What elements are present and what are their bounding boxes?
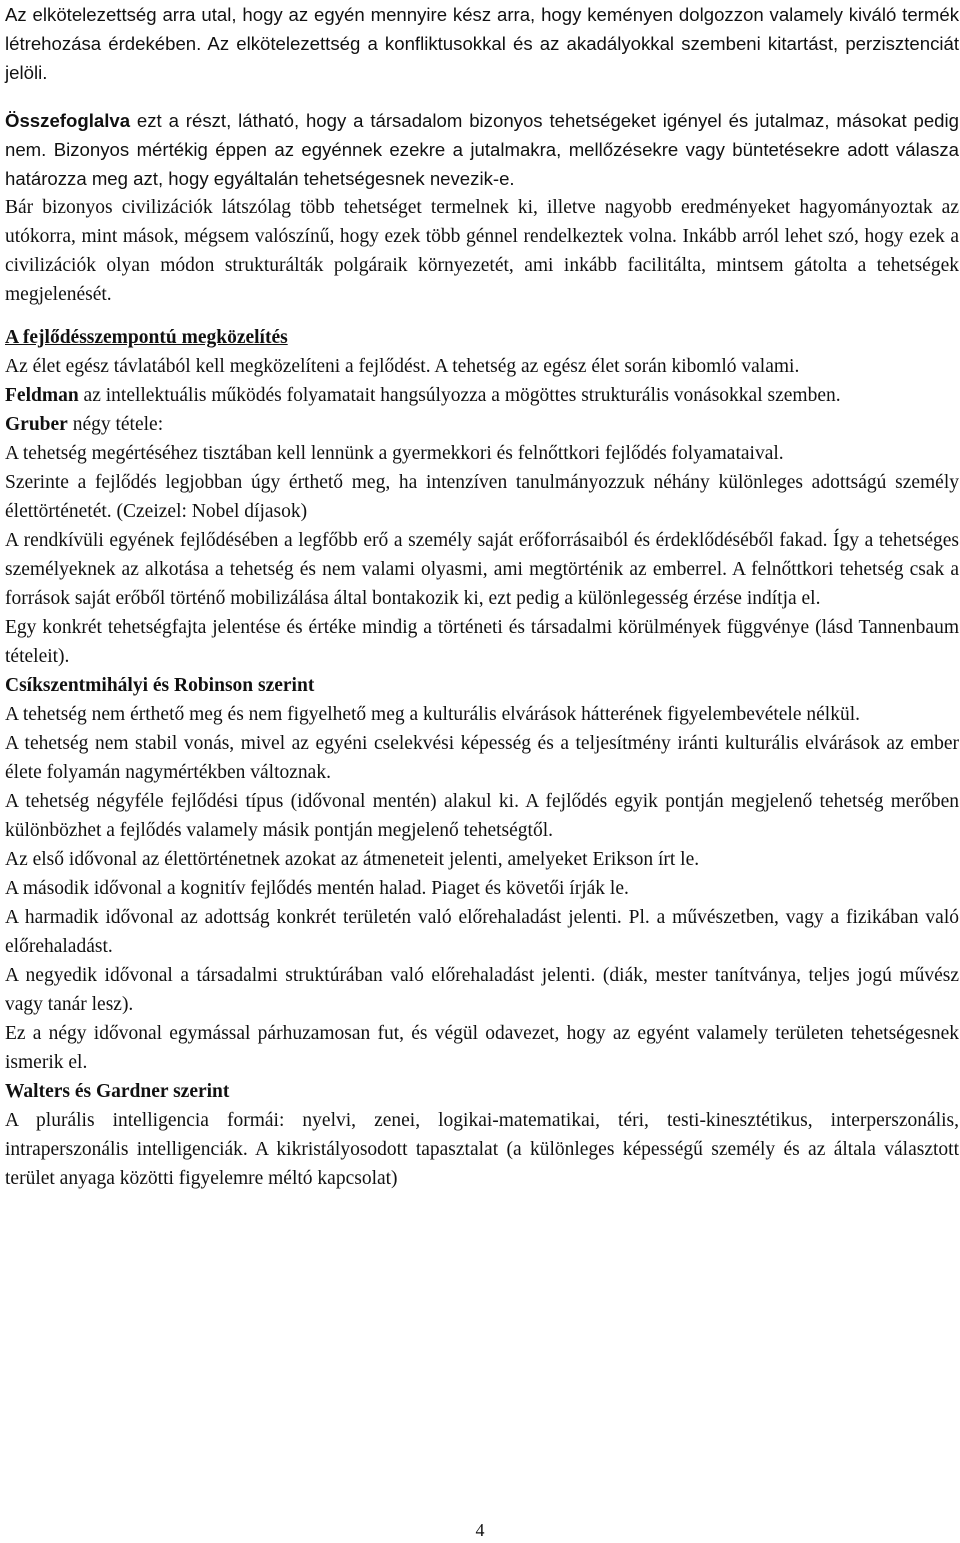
summary-bold-term: Összefoglalva [5,110,131,131]
section-heading-developmental: A fejlődésszempontú megközelítés [5,327,288,348]
paragraph-gruber [5,410,959,439]
paragraph-timeline-1: Az első idővonal az élettörténetnek azokat az átmeneteit jelenti, amelyeket Erikson írt le. [5,849,700,870]
paragraph-timeline-4: A negyedik idővonal a társadalmi struktúrában való előrehaladást jelenti. (diák, mester tanítványa, teljes jogú művész vagy tanár lesz). [5,965,959,1015]
paragraph-development-lifespan: Az élet egész távlatából kell megközelíteni a fejlődést. A tehetség az egész élet során kibomló valami. [5,356,800,377]
paragraph-four-types: A tehetség négyféle fejlődési típus (idővonal mentén) alakul ki. A fejlődés egyik pontján megjelenő tehetség merőben különbözhet a fejlődés valamely másik pontján megjelenő tehetségtől. [5,791,959,841]
paragraph-commitment: Az elkötelezettség arra utal, hogy az egyén mennyire kész arra, hogy keményen dolgozzon valamely kiváló termék létrehozása érdekében. Az elkötelezettség a konfliktusokkal és az akadályokkal szembeni kitartást, perzisztenciát jelöli. [5,4,959,83]
section-heading-walters-gardner: Walters és Gardner szerint [5,1081,230,1102]
paragraph-timeline-3: A harmadik idővonal az adottság konkrét területén való előrehaladást jelenti. Pl. a művészetben, vagy a fizikában való előrehaladást. [5,907,959,957]
paragraph-cultural-expectations: A tehetség nem érthető meg és nem figyelhető meg a kulturális elvárások hátterének figyelembevétele nélkül. [5,704,860,725]
paragraph-timelines-parallel: Ez a négy idővonal egymással párhuzamosan fut, és végül odavezet, hogy az egyént valamely területen tehetségesnek ismerik el. [5,1023,959,1073]
paragraph-feldman [5,381,959,410]
feldman-name: Feldman [5,385,79,406]
paragraph-not-stable-trait: A tehetség nem stabil vonás, mivel az egyéni cselekvési képesség és a teljesítmény iránti kulturális elvárások az ember élete folyamán nagymértékben változnak. [5,733,959,783]
paragraph-civilizations: Bár bizonyos civilizációk látszólag több tehetséget termelnek ki, illetve nagyobb eredményeket hagyományoztak az utókorra, mint mások, mégsem valószínű, hogy ezek több génnel rendelkeztek volna. Inkább arról lehet szó, hogy ezek a civilizációk olyan módon strukturálták polgáraik környezetét, ami inkább facilitálta, mintsem gátolta a tehetségek megjelenését. [5,197,959,305]
paragraph-gruber-1: A tehetség megértéséhez tisztában kell lennünk a gyermekkori és felnőttkori fejlődés folyamataival. [5,443,784,464]
page-number: 4 [475,1520,485,1540]
document-page [5,0,959,1193]
paragraph-plural-intelligence: A plurális intelligencia formái: nyelvi, zenei, logikai-matematikai, téri, testi-kinesztétikus, interperszonális, intraperszonális intelligenciák. A kikristályosodott tapasztalat (a különleges képességű személy és az általa választott terület anyaga közötti figyelemre méltó kapcsolat) [5,1110,959,1189]
section-heading-csikszentmihalyi: Csíkszentmihályi és Robinson szerint [5,675,315,696]
summary-text: ezt a részt, látható, hogy a társadalom bizonyos tehetségeket igényel és jutalmaz, másokat pedig nem. Bizonyos mértékig éppen az egyénnek ezekre a jutalmakra, mellőzésekre vagy büntetésekre adott válasza határozza meg azt, hogy egyáltalán tehetségesnek nevezik-e. [5,110,959,189]
paragraph-timeline-2: A második idővonal a kognitív fejlődés mentén halad. Piaget és követői írják le. [5,878,629,899]
feldman-text: az intellektuális működés folyamatait hangsúlyozza a mögöttes strukturális vonásokkal szemben. [78,385,841,406]
paragraph-gruber-3: A rendkívüli egyének fejlődésében a legfőbb erő a személy saját erőforrásaiból és érdeklődéséből fakad. Így a tehetséges személyeknek az alkotása a tehetség és nem valami olyasmi, ami megtörténik az emberrel. A felnőttkori tehetség csak a források saját erőből történő mobilizálása által bontakozik ki, ezt pedig a különlegesség érzése indítja el. [5,530,959,609]
paragraph-gruber-2: Szerinte a fejlődés legjobban úgy érthető meg, ha intenzíven tanulmányozzuk néhány különleges adottságú személy élettörténetét. (Czeizel: Nobel díjasok) [5,472,959,522]
gruber-text: négy tétele: [67,414,164,435]
paragraph-gruber-4: Egy konkrét tehetségfajta jelentése és értéke mindig a történeti és társadalmi körülmények függvénye (lásd Tannenbaum tételeit). [5,617,959,667]
gruber-name: Gruber [5,414,68,435]
paragraph-summary [5,106,959,193]
